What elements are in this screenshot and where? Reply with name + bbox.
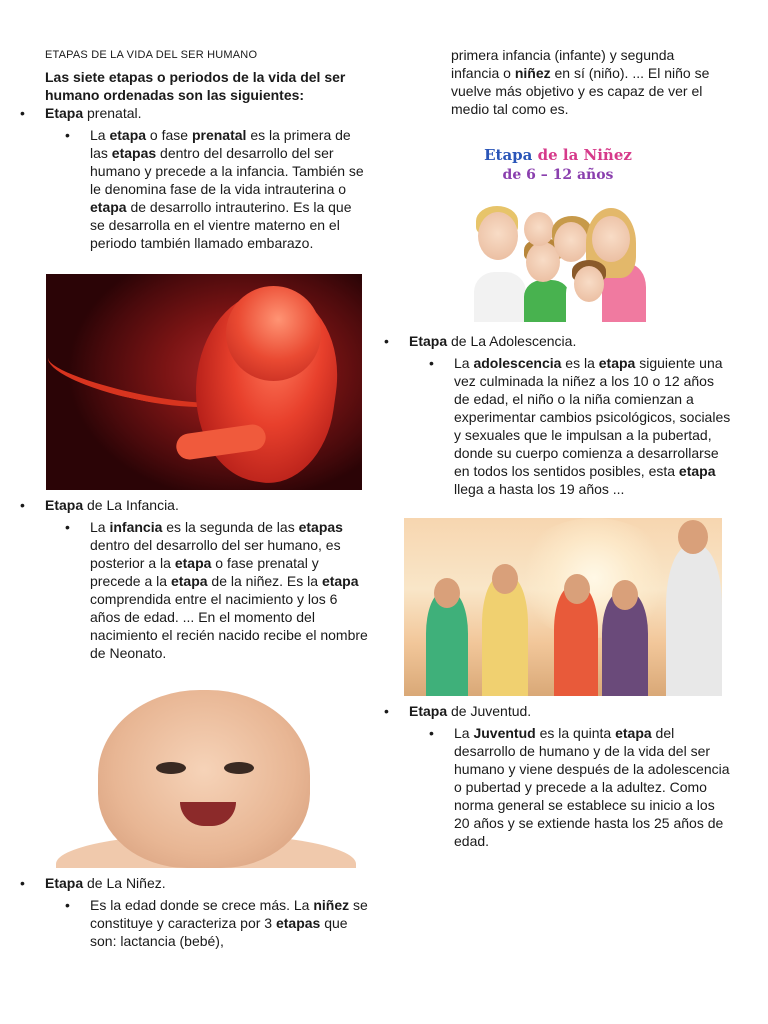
bullet-icon: • (429, 355, 434, 371)
baby-right-eye (224, 762, 254, 774)
bold-term: etapa (109, 127, 147, 143)
text-run: del desarrollo de humano y de la vida del ser humano y viene después de la adolescencia o pubertad y precede a la adultez. Como norma general se establece su inicio a los 20 años y se extiende hasta los 25 años de edad. (454, 725, 730, 849)
stage-name: de La Infancia. (83, 497, 179, 513)
person-head-shape (612, 580, 638, 610)
stage-name: de La Niñez. (83, 875, 166, 891)
title-word-etapa: Etapa (484, 146, 533, 164)
text-run: es la quinta (535, 725, 616, 741)
stage-juventud-details (409, 724, 732, 850)
stage-label: Etapa (45, 105, 84, 121)
bold-term: etapas (298, 519, 343, 535)
text-run: o fase (146, 127, 192, 143)
text-run: siguiente una vez culminada la niñez a los 10 o 12 años de edad, el niño o la niña comienzan a experimentar cambios psicológicos, sociales y sexuales que le impulsan a la pubertad, donde su cuerpo comienza a desarrollarse en todos los sentidos posibles, esta (454, 355, 731, 479)
child-shirt-shape (524, 280, 570, 322)
bold-term: etapa (90, 199, 127, 215)
stage-ninez-details (45, 896, 368, 950)
text-run: de la niñez. Es la (207, 573, 322, 589)
stage-prenatal-details (45, 126, 368, 252)
stage-adolescencia-details (409, 354, 732, 498)
detail-item (45, 126, 368, 252)
bullet-icon: • (384, 333, 389, 349)
text-run: Es la edad donde se crece más. La (90, 897, 314, 913)
text-run: primera infancia (infante) y segunda infancia o (451, 47, 675, 81)
document-title: ETAPAS DE LA VIDA DEL SER HUMANO (45, 49, 258, 61)
ninez-continuation (382, 46, 721, 118)
text-run: de desarrollo intrauterino. Es la que se desarrolla en el vientre materno en el periodo también llamado embarazo. (90, 199, 352, 251)
stage-ninez (18, 874, 368, 950)
bold-term: etapa (321, 573, 359, 589)
detail-item (409, 724, 732, 850)
child-face-shape (478, 212, 518, 260)
text-run: que son: lactancia (bebé), (90, 915, 348, 949)
teens-dancing-image (404, 518, 722, 696)
bold-term: etapa (678, 463, 716, 479)
text-run: en sí (niño). ... El niño se vuelve más objetivo y es capaz de ver el medio tal como es. (451, 65, 710, 117)
bullet-icon: • (20, 497, 25, 513)
stage-juventud (382, 702, 732, 850)
stage-infancia-details (45, 518, 368, 662)
stage-name: de Juventud. (447, 703, 532, 719)
stage-label: Etapa (45, 497, 84, 513)
stage-label: Etapa (45, 875, 84, 891)
bullet-icon: • (20, 105, 25, 121)
bold-term: etapa (174, 555, 212, 571)
bullet-icon: • (20, 875, 25, 891)
bold-term: etapa (598, 355, 636, 371)
bold-term: etapa (170, 573, 208, 589)
child-face-shape (554, 222, 588, 262)
stage-prenatal (18, 104, 368, 252)
bold-term: niñez (514, 65, 551, 81)
detail-item (45, 896, 368, 950)
text-run: dentro del desarrollo del ser humano, es posterior a la (90, 537, 341, 571)
bold-term: etapa (615, 725, 652, 741)
child-shirt-shape (474, 272, 526, 322)
children-image-title (470, 146, 646, 164)
children-image (470, 142, 646, 322)
fetus-head-shape (226, 286, 321, 381)
text-run: se constituye y caracteriza por 3 (90, 897, 368, 931)
baby-face-shape (98, 690, 310, 868)
text-run: es la (561, 355, 599, 371)
bullet-icon: • (65, 127, 70, 143)
bullet-icon: • (65, 519, 70, 535)
text-run: La (454, 725, 474, 741)
bold-term: Juventud (473, 725, 536, 741)
children-image-subtitle: de 6 – 12 años (502, 167, 614, 183)
baby-mouth (180, 802, 236, 826)
text-run: o fase prenatal y precede a la (90, 555, 319, 589)
title-word-de-la: de la (532, 146, 584, 164)
stage-label: Etapa (409, 333, 448, 349)
right-column (382, 46, 732, 850)
stage-adolescencia (382, 332, 732, 498)
stage-infancia (18, 496, 368, 662)
fetus-image (46, 274, 362, 490)
bold-term: etapas (275, 915, 321, 931)
person-shape (666, 546, 722, 696)
stage-name: prenatal. (83, 105, 142, 121)
document-subtitle: Las siete etapas o periodos de la vida del ser humano ordenadas son las siguientes: (45, 69, 346, 103)
bullet-icon: • (384, 703, 389, 719)
text-run: llega a hasta los 19 años ... (454, 481, 625, 497)
text-run: comprendida entre el nacimiento y los 6 años de edad. ... En el momento del nacimiento el recién nacido recibe el nombre de Neonato. (90, 591, 368, 661)
stage-label: Etapa (409, 703, 448, 719)
text-run: dentro del desarrollo del ser humano y precede a la infancia. También se le denomina fase de la vida intrauterina o (90, 145, 364, 197)
child-face-shape (574, 266, 604, 302)
child-face-shape (592, 216, 630, 262)
person-head-shape (678, 520, 708, 554)
bold-term: prenatal (191, 127, 247, 143)
bullet-icon: • (429, 725, 434, 741)
bullet-icon: • (65, 897, 70, 913)
person-head-shape (492, 564, 518, 594)
bold-term: niñez (313, 897, 350, 913)
title-word-ninez: Niñez (583, 146, 632, 164)
person-shape (482, 576, 528, 696)
detail-item (45, 518, 368, 662)
baby-image (46, 684, 362, 868)
text-run: La (90, 127, 110, 143)
person-head-shape (564, 574, 590, 604)
stage-name: de La Adolescencia. (447, 333, 577, 349)
bold-term: infancia (109, 519, 163, 535)
detail-item (409, 354, 732, 498)
bold-term: adolescencia (473, 355, 562, 371)
child-face-shape (524, 212, 554, 246)
text-run: La (90, 519, 110, 535)
text-run: La (454, 355, 474, 371)
text-run: es la primera de las (90, 127, 351, 161)
left-column (18, 48, 368, 950)
bold-term: etapas (111, 145, 157, 161)
person-head-shape (434, 578, 460, 608)
baby-left-eye (156, 762, 186, 774)
text-run: es la segunda de las (162, 519, 299, 535)
